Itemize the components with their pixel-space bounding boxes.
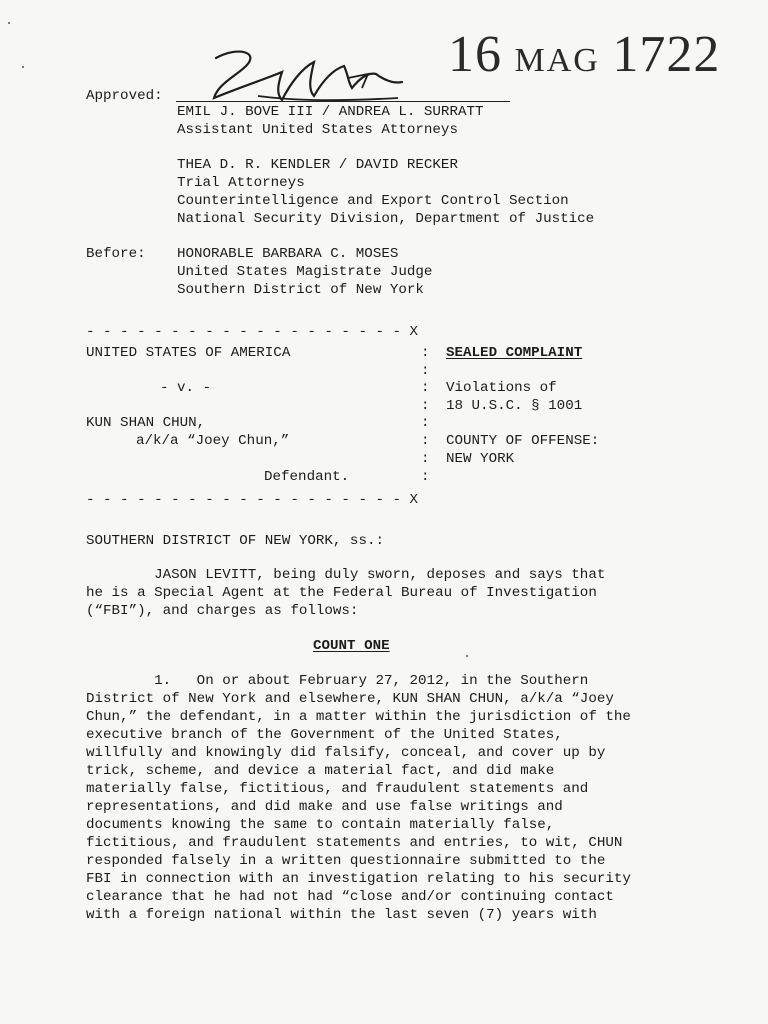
before-label: Before: <box>86 246 146 262</box>
paragraph-line: materially false, fictitious, and fraudulent statements and <box>86 781 589 797</box>
attorneys-title-2: Trial Attorneys <box>177 175 305 191</box>
violations-line-1: Violations of <box>446 380 557 396</box>
paragraph-line: willfully and knowingly did falsify, conceal, and cover up by <box>86 745 606 761</box>
paragraph-line: clearance that he had not had “close and/or continuing contact <box>86 889 614 905</box>
paragraph-line: documents knowing the same to contain materially false, <box>86 817 555 833</box>
caption-bottom-dashes: - - - - - - - - - - - - - - - - - - - X <box>86 492 419 508</box>
defendant-name: KUN SHAN CHUN, <box>86 415 206 431</box>
paragraph-line: executive branch of the Government of the United States, <box>86 727 563 743</box>
judge-name: HONORABLE BARBARA C. MOSES <box>177 246 399 262</box>
caption-colon: : <box>421 469 430 485</box>
sealed-complaint-title: SEALED COMPLAINT <box>446 345 583 361</box>
defendant-label: Defendant. <box>264 469 350 485</box>
plaintiff-name: UNITED STATES OF AMERICA <box>86 345 291 361</box>
section-line: Counterintelligence and Export Control Section <box>177 193 569 209</box>
paragraph-line: representations, and did make and use false writings and <box>86 799 563 815</box>
caption-colon: : <box>421 433 430 449</box>
intro-line: JASON LEVITT, being duly sworn, deposes and says that <box>86 567 606 583</box>
caption-colon: : <box>421 363 430 379</box>
division-line: National Security Division, Department of Justice <box>177 211 595 227</box>
scan-speck <box>22 66 24 68</box>
venue-line: SOUTHERN DISTRICT OF NEW YORK, ss.: <box>86 533 384 549</box>
paragraph-line: 1. On or about February 27, 2012, in the Southern <box>86 673 589 689</box>
defendant-aka: a/k/a “Joey Chun,” <box>136 433 290 449</box>
caption-colon: : <box>421 451 430 467</box>
count-one-heading: COUNT ONE <box>313 638 390 654</box>
attorneys-line-1: EMIL J. BOVE III / ANDREA L. SURRATT <box>177 104 484 120</box>
county-line-1: COUNTY OF OFFENSE: <box>446 433 600 449</box>
case-number-stamp <box>448 26 721 86</box>
paragraph-line: with a foreign national within the last seven (7) years with <box>86 907 597 923</box>
paragraph-line: responded falsely in a written questionnaire submitted to the <box>86 853 606 869</box>
paragraph-line: fictitious, and fraudulent statements and entries, to wit, CHUN <box>86 835 623 851</box>
signature-line <box>176 101 510 102</box>
paragraph-line: District of New York and elsewhere, KUN SHAN CHUN, a/k/a “Joey <box>86 691 614 707</box>
attorneys-title-1: Assistant United States Attorneys <box>177 122 458 138</box>
paragraph-line: Chun,” the defendant, in a matter within the jurisdiction of the <box>86 709 631 725</box>
caption-top-dashes: - - - - - - - - - - - - - - - - - - - X <box>86 324 419 340</box>
paragraph-line: FBI in connection with an investigation relating to his security <box>86 871 631 887</box>
stamp-mag: MAG <box>514 42 600 79</box>
court-name: Southern District of New York <box>177 282 424 298</box>
attorneys-line-2: THEA D. R. KENDLER / DAVID RECKER <box>177 157 458 173</box>
paragraph-line: trick, scheme, and device a material fact, and did make <box>86 763 555 779</box>
caption-colon: : <box>421 415 430 431</box>
versus-label: - v. - <box>160 380 212 396</box>
caption-colon: : <box>421 345 430 361</box>
scan-speck <box>466 655 468 657</box>
stamp-number: 1722 <box>612 26 721 83</box>
stamp-prefix: 16 <box>448 26 502 83</box>
approved-label: Approved: <box>86 88 163 104</box>
scan-speck <box>8 22 10 24</box>
intro-line: he is a Special Agent at the Federal Bureau of Investigation <box>86 585 597 601</box>
county-line-2: NEW YORK <box>446 451 515 467</box>
caption-colon: : <box>421 398 430 414</box>
judge-title: United States Magistrate Judge <box>177 264 433 280</box>
caption-colon: : <box>421 380 430 396</box>
violations-line-2: 18 U.S.C. § 1001 <box>446 398 583 414</box>
intro-line: (“FBI”), and charges as follows: <box>86 603 359 619</box>
